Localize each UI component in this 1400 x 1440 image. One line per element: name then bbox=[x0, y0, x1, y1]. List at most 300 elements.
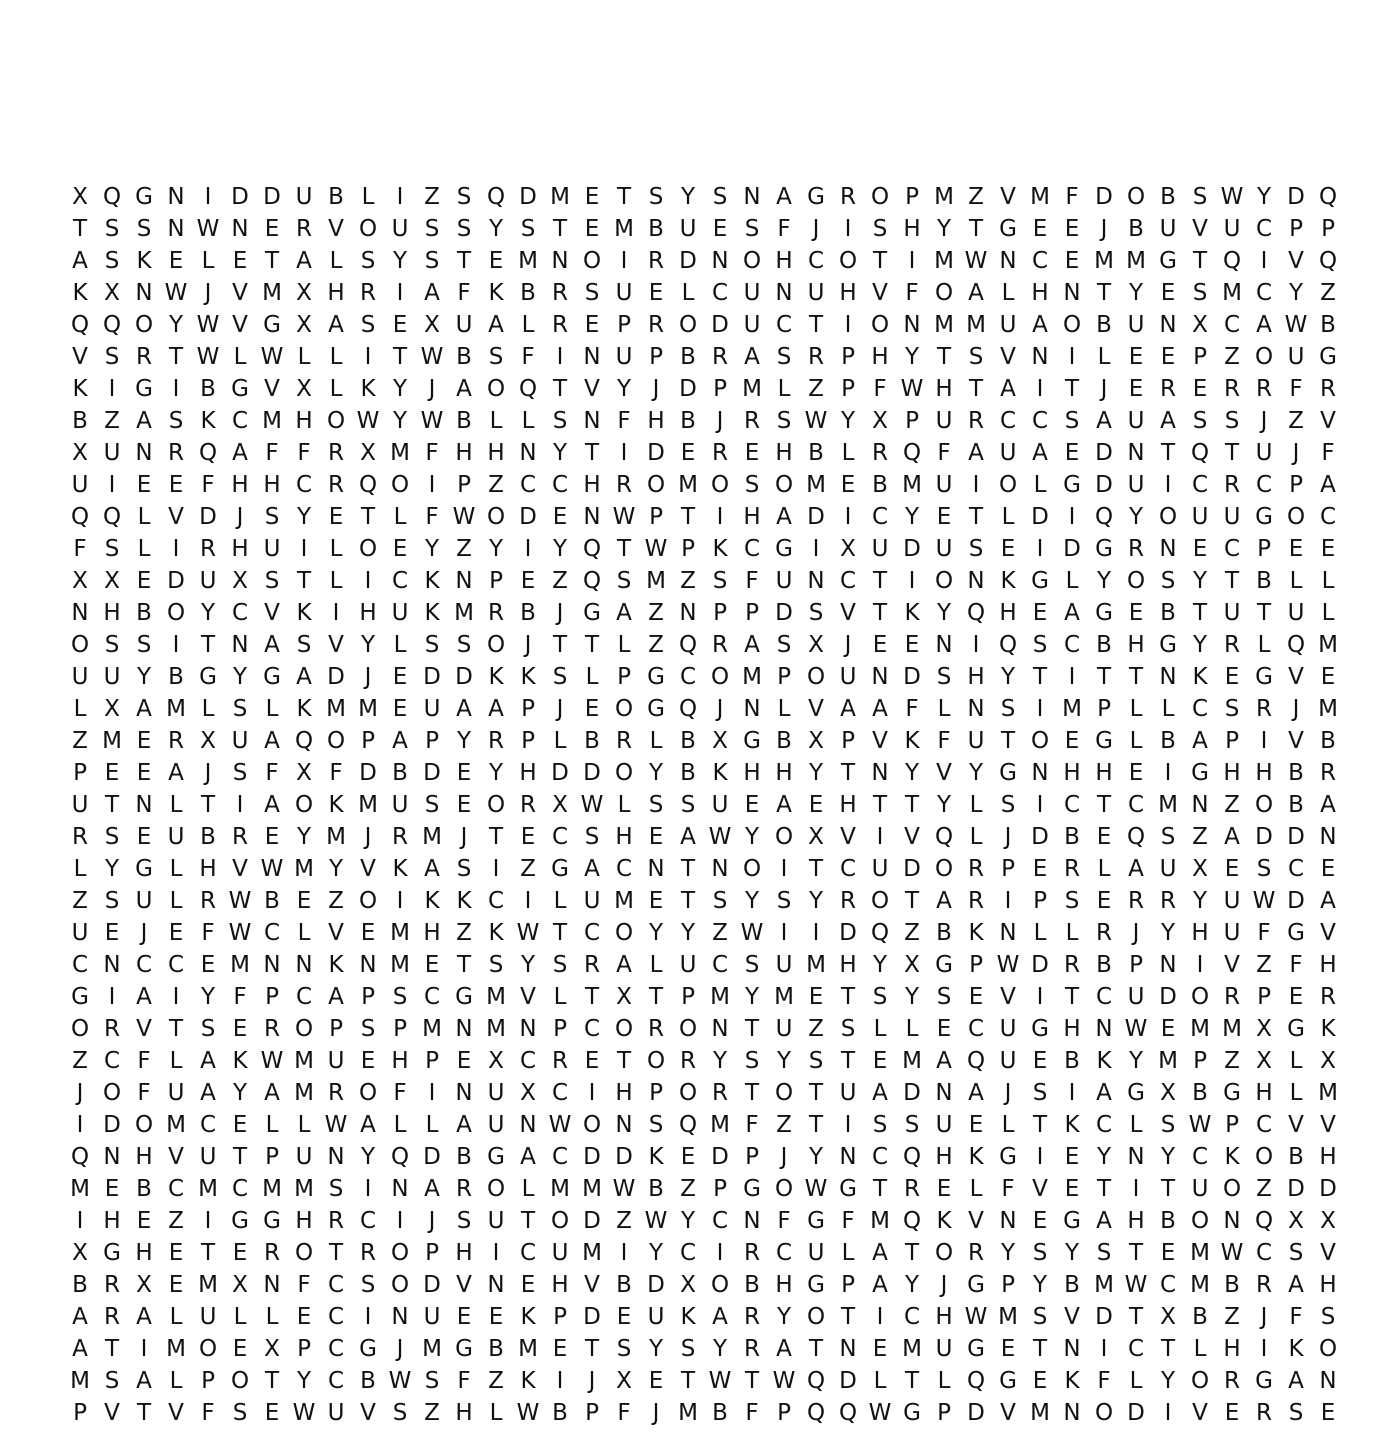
letter-cell[interactable]: T bbox=[552, 632, 568, 658]
letter-cell[interactable]: X bbox=[104, 280, 120, 306]
letter-cell[interactable]: D bbox=[583, 1208, 601, 1234]
letter-cell[interactable]: O bbox=[614, 920, 634, 946]
letter-cell[interactable]: A bbox=[296, 248, 312, 274]
letter-cell[interactable]: X bbox=[424, 312, 440, 338]
letter-cell[interactable]: P bbox=[681, 536, 695, 562]
letter-cell[interactable]: E bbox=[1032, 1368, 1048, 1394]
letter-cell[interactable]: N bbox=[615, 1112, 633, 1138]
letter-cell[interactable]: I bbox=[204, 1208, 212, 1234]
letter-cell[interactable]: D bbox=[1095, 184, 1113, 210]
letter-cell[interactable]: I bbox=[1164, 472, 1172, 498]
letter-cell[interactable]: L bbox=[1065, 568, 1079, 594]
letter-cell[interactable]: O bbox=[678, 312, 698, 338]
letter-cell[interactable]: G bbox=[1095, 728, 1113, 754]
letter-cell[interactable]: S bbox=[1160, 568, 1176, 594]
letter-cell[interactable]: P bbox=[265, 984, 279, 1010]
letter-cell[interactable]: Y bbox=[1000, 1240, 1016, 1266]
letter-cell[interactable]: X bbox=[680, 1272, 696, 1298]
letter-cell[interactable]: X bbox=[1320, 1048, 1336, 1074]
letter-cell[interactable]: S bbox=[104, 888, 120, 914]
letter-cell[interactable]: Y bbox=[456, 728, 472, 754]
letter-cell[interactable]: H bbox=[295, 1208, 313, 1234]
letter-cell[interactable]: E bbox=[232, 1112, 248, 1138]
letter-cell[interactable]: V bbox=[1000, 984, 1016, 1010]
letter-cell[interactable]: B bbox=[1160, 728, 1176, 754]
letter-cell[interactable]: V bbox=[328, 920, 344, 946]
letter-cell[interactable]: T bbox=[1064, 376, 1080, 402]
letter-cell[interactable]: J bbox=[204, 760, 212, 786]
letter-cell[interactable]: F bbox=[457, 280, 471, 306]
letter-cell[interactable]: T bbox=[104, 792, 120, 818]
letter-cell[interactable]: J bbox=[556, 696, 564, 722]
letter-cell[interactable]: C bbox=[1255, 1112, 1273, 1138]
letter-cell[interactable]: X bbox=[712, 728, 728, 754]
letter-cell[interactable]: F bbox=[521, 344, 535, 370]
letter-cell[interactable]: L bbox=[969, 1176, 983, 1202]
letter-cell[interactable]: U bbox=[999, 1016, 1017, 1042]
letter-cell[interactable]: J bbox=[460, 824, 468, 850]
letter-cell[interactable]: U bbox=[1191, 504, 1209, 530]
letter-cell[interactable]: L bbox=[265, 1112, 279, 1138]
letter-cell[interactable]: P bbox=[841, 344, 855, 370]
letter-cell[interactable]: C bbox=[711, 952, 729, 978]
letter-cell[interactable]: T bbox=[104, 1336, 120, 1362]
letter-cell[interactable]: F bbox=[1065, 184, 1079, 210]
letter-cell[interactable]: C bbox=[1255, 280, 1273, 306]
letter-cell[interactable]: N bbox=[263, 1272, 281, 1298]
letter-cell[interactable]: S bbox=[552, 664, 568, 690]
letter-cell[interactable]: E bbox=[456, 792, 472, 818]
letter-cell[interactable]: F bbox=[233, 984, 247, 1010]
letter-cell[interactable]: E bbox=[136, 568, 152, 594]
letter-cell[interactable]: S bbox=[104, 1368, 120, 1394]
letter-cell[interactable]: A bbox=[264, 632, 280, 658]
letter-cell[interactable]: P bbox=[649, 344, 663, 370]
letter-cell[interactable]: G bbox=[967, 1336, 985, 1362]
letter-cell[interactable]: M bbox=[262, 408, 282, 434]
letter-cell[interactable]: U bbox=[1287, 344, 1305, 370]
letter-cell[interactable]: U bbox=[487, 1080, 505, 1106]
letter-cell[interactable]: E bbox=[104, 760, 120, 786]
letter-cell[interactable]: M bbox=[806, 952, 826, 978]
letter-cell[interactable]: E bbox=[1224, 856, 1240, 882]
letter-cell[interactable]: B bbox=[1288, 760, 1304, 786]
letter-cell[interactable]: V bbox=[872, 728, 888, 754]
letter-cell[interactable]: U bbox=[615, 344, 633, 370]
letter-cell[interactable]: O bbox=[1062, 312, 1082, 338]
letter-cell[interactable]: Y bbox=[520, 952, 536, 978]
letter-cell[interactable]: K bbox=[1096, 1048, 1112, 1074]
letter-cell[interactable]: Y bbox=[1064, 1240, 1080, 1266]
letter-cell[interactable]: I bbox=[108, 376, 116, 402]
letter-cell[interactable]: W bbox=[548, 1112, 572, 1138]
letter-cell[interactable]: E bbox=[296, 888, 312, 914]
letter-cell[interactable]: R bbox=[1256, 1272, 1272, 1298]
letter-cell[interactable]: S bbox=[1032, 1304, 1048, 1330]
letter-cell[interactable]: I bbox=[1132, 1176, 1140, 1202]
letter-cell[interactable]: O bbox=[134, 1112, 154, 1138]
letter-cell[interactable]: B bbox=[776, 728, 792, 754]
letter-cell[interactable]: G bbox=[807, 1208, 825, 1234]
letter-cell[interactable]: F bbox=[393, 1080, 407, 1106]
letter-cell[interactable]: W bbox=[260, 344, 284, 370]
letter-cell[interactable]: N bbox=[391, 1176, 409, 1202]
letter-cell[interactable]: L bbox=[1129, 696, 1143, 722]
letter-cell[interactable]: G bbox=[263, 312, 281, 338]
letter-cell[interactable]: S bbox=[456, 1208, 472, 1234]
letter-cell[interactable]: D bbox=[711, 312, 729, 338]
letter-cell[interactable]: E bbox=[136, 1208, 152, 1234]
letter-cell[interactable]: E bbox=[360, 1048, 376, 1074]
letter-cell[interactable]: W bbox=[1220, 1240, 1244, 1266]
letter-cell[interactable]: H bbox=[1031, 280, 1049, 306]
letter-cell[interactable]: S bbox=[1000, 792, 1016, 818]
letter-cell[interactable]: I bbox=[1068, 344, 1076, 370]
letter-cell[interactable]: N bbox=[1031, 760, 1049, 786]
letter-cell[interactable]: L bbox=[1001, 280, 1015, 306]
letter-cell[interactable]: O bbox=[1254, 792, 1274, 818]
letter-cell[interactable]: D bbox=[1095, 440, 1113, 466]
letter-cell[interactable]: E bbox=[264, 824, 280, 850]
letter-cell[interactable]: S bbox=[1192, 408, 1208, 434]
letter-cell[interactable]: Q bbox=[390, 1144, 410, 1170]
letter-cell[interactable]: R bbox=[744, 1304, 760, 1330]
letter-cell[interactable]: J bbox=[1100, 216, 1108, 242]
letter-cell[interactable]: J bbox=[1100, 376, 1108, 402]
letter-cell[interactable]: I bbox=[364, 568, 372, 594]
letter-cell[interactable]: M bbox=[1030, 184, 1050, 210]
letter-cell[interactable]: I bbox=[172, 376, 180, 402]
letter-cell[interactable]: E bbox=[680, 1144, 696, 1170]
letter-cell[interactable]: A bbox=[968, 1080, 984, 1106]
letter-cell[interactable]: Z bbox=[1224, 792, 1240, 818]
letter-cell[interactable]: M bbox=[902, 472, 922, 498]
letter-cell[interactable]: E bbox=[1064, 248, 1080, 274]
letter-cell[interactable]: R bbox=[1256, 376, 1272, 402]
letter-cell[interactable]: C bbox=[423, 984, 441, 1010]
letter-cell[interactable]: H bbox=[455, 1400, 473, 1426]
letter-cell[interactable]: G bbox=[199, 664, 217, 690]
letter-cell[interactable]: E bbox=[456, 1304, 472, 1330]
letter-cell[interactable]: E bbox=[1160, 344, 1176, 370]
letter-cell[interactable]: M bbox=[1158, 792, 1178, 818]
letter-cell[interactable]: O bbox=[70, 1016, 90, 1042]
letter-cell[interactable]: J bbox=[1292, 440, 1300, 466]
letter-cell[interactable]: B bbox=[488, 1336, 504, 1362]
letter-cell[interactable]: Y bbox=[136, 664, 152, 690]
letter-cell[interactable]: L bbox=[1097, 856, 1111, 882]
letter-cell[interactable]: U bbox=[71, 664, 89, 690]
letter-cell[interactable]: F bbox=[1257, 920, 1271, 946]
letter-cell[interactable]: T bbox=[1128, 664, 1144, 690]
letter-cell[interactable]: G bbox=[903, 1400, 921, 1426]
letter-cell[interactable]: H bbox=[551, 1272, 569, 1298]
letter-cell[interactable]: C bbox=[679, 1240, 697, 1266]
letter-cell[interactable]: G bbox=[935, 952, 953, 978]
letter-cell[interactable]: R bbox=[520, 792, 536, 818]
letter-cell[interactable]: I bbox=[876, 824, 884, 850]
letter-cell[interactable]: N bbox=[1063, 1400, 1081, 1426]
letter-cell[interactable]: F bbox=[905, 696, 919, 722]
letter-cell[interactable]: Y bbox=[744, 824, 760, 850]
letter-cell[interactable]: Y bbox=[1128, 1048, 1144, 1074]
letter-cell[interactable]: S bbox=[104, 536, 120, 562]
letter-cell[interactable]: V bbox=[264, 600, 280, 626]
letter-cell[interactable]: D bbox=[903, 536, 921, 562]
letter-cell[interactable]: N bbox=[295, 952, 313, 978]
letter-cell[interactable]: N bbox=[1127, 440, 1145, 466]
letter-cell[interactable]: P bbox=[1193, 1048, 1207, 1074]
letter-cell[interactable]: E bbox=[104, 1176, 120, 1202]
letter-cell[interactable]: I bbox=[556, 344, 564, 370]
letter-cell[interactable]: E bbox=[232, 248, 248, 274]
letter-cell[interactable]: G bbox=[487, 1144, 505, 1170]
letter-cell[interactable]: D bbox=[423, 1272, 441, 1298]
letter-cell[interactable]: K bbox=[904, 728, 920, 754]
letter-cell[interactable]: C bbox=[1095, 984, 1113, 1010]
letter-cell[interactable]: C bbox=[295, 472, 313, 498]
letter-cell[interactable]: D bbox=[679, 248, 697, 274]
letter-cell[interactable]: X bbox=[72, 184, 88, 210]
letter-cell[interactable]: R bbox=[552, 312, 568, 338]
letter-cell[interactable]: I bbox=[140, 1336, 148, 1362]
letter-cell[interactable]: R bbox=[584, 952, 600, 978]
letter-cell[interactable]: E bbox=[264, 216, 280, 242]
letter-cell[interactable]: F bbox=[841, 1208, 855, 1234]
letter-cell[interactable]: A bbox=[168, 760, 184, 786]
letter-cell[interactable]: Y bbox=[488, 536, 504, 562]
letter-cell[interactable]: G bbox=[807, 184, 825, 210]
letter-cell[interactable]: J bbox=[652, 1400, 660, 1426]
letter-cell[interactable]: G bbox=[1159, 632, 1177, 658]
letter-cell[interactable]: V bbox=[584, 376, 600, 402]
letter-cell[interactable]: M bbox=[70, 1176, 90, 1202]
letter-cell[interactable]: Z bbox=[968, 184, 984, 210]
letter-cell[interactable]: A bbox=[72, 1304, 88, 1330]
letter-cell[interactable]: N bbox=[583, 408, 601, 434]
letter-cell[interactable]: Y bbox=[648, 1240, 664, 1266]
letter-cell[interactable]: T bbox=[840, 1048, 856, 1074]
letter-cell[interactable]: A bbox=[456, 376, 472, 402]
letter-cell[interactable]: H bbox=[391, 1048, 409, 1074]
letter-cell[interactable]: S bbox=[264, 568, 280, 594]
letter-cell[interactable]: M bbox=[1190, 1272, 1210, 1298]
letter-cell[interactable]: K bbox=[712, 536, 728, 562]
letter-cell[interactable]: D bbox=[423, 760, 441, 786]
letter-cell[interactable]: C bbox=[231, 408, 249, 434]
letter-cell[interactable]: G bbox=[1031, 568, 1049, 594]
letter-cell[interactable]: A bbox=[520, 1144, 536, 1170]
letter-cell[interactable]: P bbox=[1225, 728, 1239, 754]
letter-cell[interactable]: Z bbox=[72, 1048, 88, 1074]
letter-cell[interactable]: X bbox=[808, 728, 824, 754]
letter-cell[interactable]: B bbox=[1192, 1080, 1208, 1106]
letter-cell[interactable]: A bbox=[776, 1336, 792, 1362]
letter-cell[interactable]: B bbox=[200, 376, 216, 402]
letter-cell[interactable]: O bbox=[998, 472, 1018, 498]
letter-cell[interactable]: S bbox=[456, 856, 472, 882]
letter-cell[interactable]: N bbox=[455, 568, 473, 594]
letter-cell[interactable]: G bbox=[1255, 1368, 1273, 1394]
letter-cell[interactable]: M bbox=[262, 280, 282, 306]
letter-cell[interactable]: B bbox=[1320, 312, 1336, 338]
letter-cell[interactable]: D bbox=[1287, 184, 1305, 210]
letter-cell[interactable]: P bbox=[1289, 472, 1303, 498]
letter-cell[interactable]: E bbox=[168, 920, 184, 946]
letter-cell[interactable]: V bbox=[1000, 184, 1016, 210]
letter-cell[interactable]: L bbox=[169, 1304, 183, 1330]
letter-cell[interactable]: S bbox=[328, 1176, 344, 1202]
letter-cell[interactable]: E bbox=[456, 760, 472, 786]
letter-cell[interactable]: M bbox=[1318, 632, 1338, 658]
letter-cell[interactable]: L bbox=[233, 1304, 247, 1330]
letter-cell[interactable]: D bbox=[263, 184, 281, 210]
letter-cell[interactable]: M bbox=[166, 696, 186, 722]
letter-cell[interactable]: H bbox=[487, 440, 505, 466]
letter-cell[interactable]: E bbox=[904, 632, 920, 658]
letter-cell[interactable]: H bbox=[1319, 1144, 1337, 1170]
letter-cell[interactable]: B bbox=[616, 1272, 632, 1298]
letter-cell[interactable]: N bbox=[71, 600, 89, 626]
letter-cell[interactable]: I bbox=[108, 984, 116, 1010]
letter-cell[interactable]: A bbox=[488, 312, 504, 338]
letter-cell[interactable]: S bbox=[296, 632, 312, 658]
letter-cell[interactable]: Y bbox=[808, 760, 824, 786]
letter-cell[interactable]: E bbox=[936, 1176, 952, 1202]
letter-cell[interactable]: B bbox=[680, 728, 696, 754]
letter-cell[interactable]: H bbox=[1223, 1336, 1241, 1362]
letter-cell[interactable]: O bbox=[134, 312, 154, 338]
letter-cell[interactable]: Z bbox=[680, 1176, 696, 1202]
letter-cell[interactable]: Y bbox=[552, 440, 568, 466]
letter-cell[interactable]: C bbox=[551, 1144, 569, 1170]
letter-cell[interactable]: V bbox=[168, 1144, 184, 1170]
letter-cell[interactable]: B bbox=[264, 888, 280, 914]
letter-cell[interactable]: L bbox=[617, 632, 631, 658]
letter-cell[interactable]: R bbox=[360, 280, 376, 306]
letter-cell[interactable]: R bbox=[712, 440, 728, 466]
letter-cell[interactable]: R bbox=[968, 888, 984, 914]
letter-cell[interactable]: M bbox=[902, 1048, 922, 1074]
letter-cell[interactable]: I bbox=[172, 632, 180, 658]
letter-cell[interactable]: U bbox=[263, 536, 281, 562]
letter-cell[interactable]: B bbox=[136, 1176, 152, 1202]
letter-cell[interactable]: J bbox=[396, 1336, 404, 1362]
letter-cell[interactable]: S bbox=[680, 792, 696, 818]
letter-cell[interactable]: Y bbox=[744, 888, 760, 914]
letter-cell[interactable]: Y bbox=[776, 1304, 792, 1330]
letter-cell[interactable]: O bbox=[1190, 1368, 1210, 1394]
letter-cell[interactable]: M bbox=[390, 440, 410, 466]
letter-cell[interactable]: Z bbox=[424, 1400, 440, 1426]
letter-cell[interactable]: W bbox=[1124, 1016, 1148, 1042]
letter-cell[interactable]: P bbox=[1225, 1112, 1239, 1138]
letter-cell[interactable]: G bbox=[135, 184, 153, 210]
letter-cell[interactable]: I bbox=[364, 344, 372, 370]
letter-cell[interactable]: Q bbox=[1286, 632, 1306, 658]
letter-cell[interactable]: H bbox=[647, 408, 665, 434]
letter-cell[interactable]: H bbox=[519, 760, 537, 786]
letter-cell[interactable]: N bbox=[967, 696, 985, 722]
letter-cell[interactable]: F bbox=[329, 760, 343, 786]
letter-cell[interactable]: T bbox=[808, 1080, 824, 1106]
letter-cell[interactable]: W bbox=[964, 1304, 988, 1330]
letter-cell[interactable]: P bbox=[777, 664, 791, 690]
letter-cell[interactable]: T bbox=[1032, 664, 1048, 690]
letter-cell[interactable]: F bbox=[617, 1400, 631, 1426]
letter-cell[interactable]: T bbox=[1256, 600, 1272, 626]
letter-cell[interactable]: L bbox=[521, 408, 535, 434]
letter-cell[interactable]: L bbox=[73, 856, 87, 882]
letter-cell[interactable]: A bbox=[392, 728, 408, 754]
letter-cell[interactable]: M bbox=[742, 376, 762, 402]
letter-cell[interactable]: T bbox=[872, 248, 888, 274]
letter-cell[interactable]: S bbox=[776, 632, 792, 658]
letter-cell[interactable]: T bbox=[744, 1080, 760, 1106]
letter-cell[interactable]: M bbox=[1190, 1240, 1210, 1266]
letter-cell[interactable]: P bbox=[1129, 952, 1143, 978]
letter-cell[interactable]: O bbox=[934, 568, 954, 594]
letter-cell[interactable]: C bbox=[1063, 792, 1081, 818]
letter-cell[interactable]: R bbox=[1256, 1400, 1272, 1426]
letter-cell[interactable]: W bbox=[516, 1400, 540, 1426]
letter-cell[interactable]: N bbox=[871, 664, 889, 690]
letter-cell[interactable]: L bbox=[777, 696, 791, 722]
letter-cell[interactable]: D bbox=[167, 568, 185, 594]
letter-cell[interactable]: S bbox=[776, 888, 792, 914]
letter-cell[interactable]: R bbox=[648, 312, 664, 338]
letter-cell[interactable]: H bbox=[1127, 1208, 1145, 1234]
letter-cell[interactable]: V bbox=[1192, 1400, 1208, 1426]
letter-cell[interactable]: S bbox=[104, 344, 120, 370]
letter-cell[interactable]: E bbox=[1064, 216, 1080, 242]
letter-cell[interactable]: R bbox=[104, 1016, 120, 1042]
letter-cell[interactable]: S bbox=[200, 1016, 216, 1042]
letter-cell[interactable]: S bbox=[648, 792, 664, 818]
letter-cell[interactable]: I bbox=[428, 1080, 436, 1106]
letter-cell[interactable]: T bbox=[904, 792, 920, 818]
letter-cell[interactable]: Q bbox=[102, 184, 122, 210]
letter-cell[interactable]: Y bbox=[168, 312, 184, 338]
letter-cell[interactable]: M bbox=[582, 1240, 602, 1266]
letter-cell[interactable]: X bbox=[1160, 1080, 1176, 1106]
letter-cell[interactable]: S bbox=[1288, 1240, 1304, 1266]
letter-cell[interactable]: E bbox=[1128, 600, 1144, 626]
letter-cell[interactable]: A bbox=[968, 280, 984, 306]
letter-cell[interactable]: W bbox=[612, 504, 636, 530]
letter-cell[interactable]: A bbox=[1096, 1208, 1112, 1234]
letter-cell[interactable]: M bbox=[998, 1304, 1018, 1330]
letter-cell[interactable]: G bbox=[103, 1240, 121, 1266]
letter-cell[interactable]: L bbox=[553, 728, 567, 754]
letter-cell[interactable]: J bbox=[1004, 824, 1012, 850]
letter-cell[interactable]: N bbox=[743, 696, 761, 722]
letter-cell[interactable]: R bbox=[808, 344, 824, 370]
letter-cell[interactable]: O bbox=[934, 1240, 954, 1266]
letter-cell[interactable]: N bbox=[999, 920, 1017, 946]
letter-cell[interactable]: Q bbox=[678, 632, 698, 658]
letter-cell[interactable]: N bbox=[103, 1144, 121, 1170]
letter-cell[interactable]: G bbox=[743, 728, 761, 754]
letter-cell[interactable]: O bbox=[774, 1176, 794, 1202]
letter-cell[interactable]: C bbox=[231, 1176, 249, 1202]
letter-cell[interactable]: O bbox=[582, 1112, 602, 1138]
letter-cell[interactable]: Z bbox=[776, 1112, 792, 1138]
letter-cell[interactable]: O bbox=[774, 472, 794, 498]
letter-cell[interactable]: L bbox=[137, 536, 151, 562]
letter-cell[interactable]: B bbox=[328, 184, 344, 210]
letter-cell[interactable]: O bbox=[70, 632, 90, 658]
